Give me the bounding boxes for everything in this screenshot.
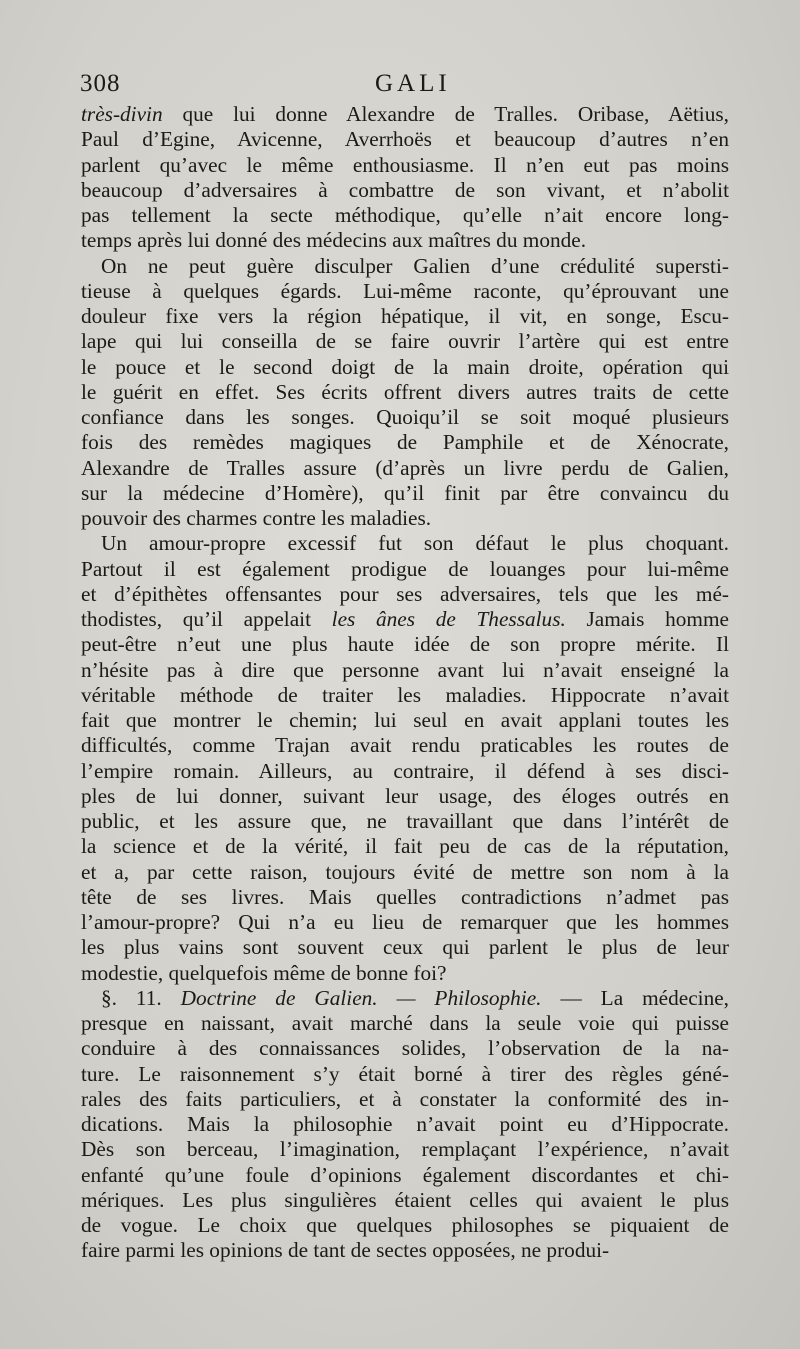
- page-number: 308: [80, 70, 121, 97]
- text-line: [81, 658, 729, 683]
- text-segment: Partout il est également prodigue de louanges pour lui-même: [81, 556, 729, 581]
- text-segment: thodistes, qu’il appelait: [81, 607, 332, 631]
- body-text: [81, 102, 729, 1264]
- italic-text: très-divin: [81, 102, 163, 126]
- text-segment: §. 11.: [101, 985, 181, 1010]
- text-segment: la science et de la vérité, il fait peu de cas de la réputation,: [81, 834, 729, 859]
- text-segment: l’empire romain. Ailleurs, au contraire, il défend à ses disci-: [81, 758, 729, 783]
- text-line: [81, 153, 729, 178]
- text-segment: et a, par cette raison, toujours évité de mettre son nom à la: [81, 859, 729, 884]
- text-line: [81, 304, 729, 329]
- italic-text: Doctrine de Galien. — Philosophie.: [180, 985, 542, 1010]
- text-segment: sur la médecine d’Homère), qu’il finit par être convaincu du: [81, 480, 729, 505]
- text-line: [81, 632, 729, 657]
- text-line: [81, 1213, 729, 1238]
- page-header: [80, 70, 730, 104]
- text-line: [81, 1163, 729, 1188]
- text-segment: lape qui lui conseilla de se faire ouvrir l’artère qui est entre: [81, 329, 729, 354]
- text-line: [81, 860, 729, 885]
- text-segment: ples de lui donner, suivant leur usage, des éloges outrés en: [81, 783, 729, 808]
- text-line: [81, 733, 729, 758]
- text-line: [81, 405, 729, 430]
- text-line: [81, 456, 729, 481]
- text-line: [81, 1238, 729, 1263]
- text-line: [81, 430, 729, 455]
- text-line: [81, 380, 729, 405]
- text-segment: de vogue. Le choix que quelques philosophes se piquaient de: [81, 1213, 729, 1237]
- text-segment: difficultés, comme Trajan avait rendu praticables les routes de: [81, 733, 729, 758]
- text-line: [81, 809, 729, 834]
- text-segment: public, et les assure que, ne travaillant que dans l’intérêt de: [81, 809, 729, 833]
- text-line: [81, 1036, 729, 1061]
- text-segment: fois des remèdes magiques de Pamphile et de Xénocrate,: [81, 430, 729, 455]
- text-line: [81, 784, 729, 809]
- text-line: [81, 1188, 729, 1213]
- text-segment: pouvoir des charmes contre les maladies.: [81, 506, 432, 530]
- text-segment: que lui donne Alexandre de Tralles. Oribase, Aëtius,: [162, 102, 729, 126]
- text-segment: rales des faits particuliers, et à constater la conformité des in-: [81, 1086, 729, 1111]
- text-line: [81, 203, 729, 228]
- text-segment: modestie, quelquefois même de bonne foi?: [81, 960, 447, 985]
- text-segment: le pouce et le second doigt de la main droite, opération qui: [81, 354, 729, 379]
- text-segment: On ne peut guère disculper Galien d’une crédulité supersti-: [101, 253, 729, 278]
- text-line: [81, 582, 729, 607]
- text-line: [81, 834, 729, 859]
- text-line: [81, 961, 729, 986]
- text-segment: Dès son berceau, l’imagination, remplaçant l’expérience, n’avait: [81, 1137, 729, 1162]
- text-segment: Jamais homme: [565, 607, 729, 631]
- text-line: [81, 329, 729, 354]
- text-segment: enfanté qu’une foule d’opinions également discordantes et chi-: [81, 1162, 729, 1187]
- text-segment: — La médecine,: [541, 985, 729, 1010]
- text-segment: tête de ses livres. Mais quelles contradictions n’admet pas: [81, 884, 729, 909]
- text-segment: n’hésite pas à dire que personne avant lui n’avait enseigné la: [81, 657, 729, 682]
- text-segment: ture. Le raisonnement s’y était borné à tirer des règles géné-: [81, 1061, 729, 1086]
- text-line: [81, 254, 729, 279]
- paragraph: [81, 254, 729, 532]
- text-line: [81, 1062, 729, 1087]
- text-segment: confiance dans les songes. Quoiqu’il se soit moqué plusieurs: [81, 405, 729, 429]
- text-segment: peut-être n’eut une plus haute idée de son propre mérite. Il: [81, 632, 729, 657]
- text-segment: pas tellement la secte méthodique, qu’elle n’ait encore long-: [81, 203, 729, 227]
- text-segment: temps après lui donné des médecins aux maîtres du monde.: [81, 228, 587, 253]
- text-line: [81, 531, 729, 556]
- text-segment: beaucoup d’adversaires à combattre de son vivant, et n’abolit: [81, 177, 729, 202]
- text-line: [81, 683, 729, 708]
- text-segment: Un amour-propre excessif fut son défaut le plus choquant.: [101, 531, 729, 556]
- text-segment: tieuse à quelques égards. Lui-même raconte, qu’éprouvant une: [81, 278, 729, 303]
- text-segment: mériques. Les plus singulières étaient celles qui avaient le plus: [81, 1187, 729, 1212]
- paragraph: [81, 531, 729, 986]
- text-segment: véritable méthode de traiter les maladies. Hippocrate n’avait: [81, 682, 729, 707]
- running-head: GALI: [375, 70, 451, 97]
- text-line: [81, 102, 729, 127]
- text-segment: et d’épithètes offensantes pour ses adversaires, tels que les mé-: [81, 581, 729, 606]
- text-line: [81, 1112, 729, 1137]
- paragraph: [81, 986, 729, 1264]
- text-line: [81, 935, 729, 960]
- text-line: [81, 708, 729, 733]
- text-segment: fait que montrer le chemin; lui seul en avait applani toutes les: [81, 708, 729, 732]
- text-segment: presque en naissant, avait marché dans la seule voie qui puisse: [81, 1011, 729, 1035]
- italic-text: les ânes de Thessalus.: [331, 607, 566, 631]
- text-segment: l’amour-propre? Qui n’a eu lieu de remarquer que les hommes: [81, 910, 729, 934]
- text-line: [81, 885, 729, 910]
- text-line: [81, 910, 729, 935]
- text-line: [81, 279, 729, 304]
- text-segment: douleur fixe vers la région hépatique, il vit, en songe, Escu-: [81, 304, 729, 328]
- text-line: [81, 1011, 729, 1036]
- text-line: [81, 481, 729, 506]
- text-line: [81, 1137, 729, 1162]
- text-segment: le guérit en effet. Ses écrits offrent divers autres traits de cette: [81, 379, 729, 404]
- text-segment: dications. Mais la philosophie n’avait point eu d’Hippocrate.: [81, 1112, 729, 1136]
- text-line: [81, 1087, 729, 1112]
- text-segment: conduire à des connaissances solides, l’observation de la na-: [81, 1036, 729, 1061]
- text-line: [81, 986, 729, 1011]
- text-segment: Alexandre de Tralles assure (d’après un livre perdu de Galien,: [81, 455, 729, 480]
- text-segment: les plus vains sont souvent ceux qui parlent le plus de leur: [81, 935, 729, 960]
- text-line: [81, 228, 729, 253]
- text-line: [81, 127, 729, 152]
- text-line: [81, 506, 729, 531]
- text-segment: parlent qu’avec le même enthousiasme. Il n’en eut pas moins: [81, 152, 729, 177]
- text-line: [81, 557, 729, 582]
- text-segment: faire parmi les opinions de tant de sectes opposées, ne produi-: [81, 1238, 610, 1263]
- text-line: [81, 355, 729, 380]
- text-line: [81, 759, 729, 784]
- paragraph: [81, 102, 729, 254]
- text-line: [81, 607, 729, 632]
- text-segment: Paul d’Egine, Avicenne, Averrhoës et beaucoup d’autres n’en: [81, 127, 729, 152]
- text-line: [81, 178, 729, 203]
